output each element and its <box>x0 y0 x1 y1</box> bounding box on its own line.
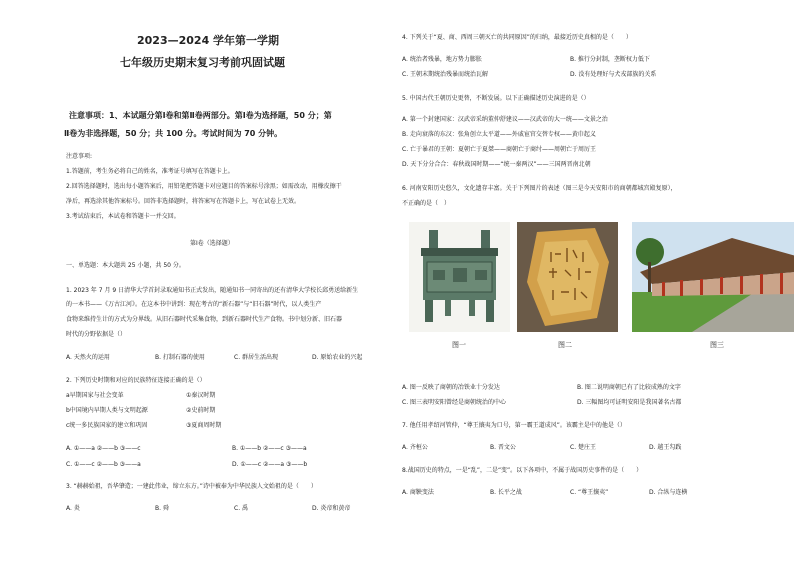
q3-option: D. 炎帝和黄帝 <box>312 505 351 512</box>
q1-line: 时代的分野依据是（） <box>66 331 127 338</box>
q1-option: A. 天然火的运用 <box>66 354 110 361</box>
q5-option: B. 走向衰落的东汉：张角创立太平道——外戚宦官交替专权——黄巾起义 <box>402 131 596 138</box>
q2-pair-right: ②史前时期 <box>186 407 216 414</box>
q6-line: 6. 河南安阳历史悠久，文化遗存丰富。关于下列图片的表述（图三是今天安阳市的商朝都城宫殿复原）， <box>402 185 677 192</box>
instructions-heading: 注意事项: <box>66 153 93 160</box>
instruction-item: 净后，再选涂其他答案标号。回答非选择题时，将答案写在答题卡上，写在试卷上无效。 <box>66 198 301 205</box>
section-title: 第Ⅰ卷（选择题） <box>190 240 234 247</box>
q3-option: C. 禹 <box>234 505 249 512</box>
q4-stem: 4. 下列关于“夏、商、西周三朝灭亡的共同原因”的归纳，最接近历史真相的是（ ） <box>402 34 632 41</box>
q1-option: C. 群居生活出现 <box>234 354 279 361</box>
q2-pair-right: ③夏商周时期 <box>186 422 222 429</box>
q6-option: C. 图三表明安阳曾经是商朝统治的中心 <box>402 399 507 406</box>
q8-option: C. “尊王攘夷” <box>570 489 609 496</box>
right-column <box>402 0 747 562</box>
q4-option: C. 王朝末期统治残暴而统治瓦解 <box>402 71 489 78</box>
q6-option: A. 图一反映了商朝的冶铁业十分发达 <box>402 384 500 391</box>
q2-option: D. ①——c ②——a ③——b <box>232 461 308 468</box>
q5-stem: 5. 中国古代王朝历史更替，不断发展。以下正确描述历史演进的是（） <box>402 95 590 102</box>
q2-pair-left: a早期国家与社会变革 <box>66 392 124 399</box>
q2-pair-left: b中国境内早期人类与文明起源 <box>66 407 148 414</box>
q3-stem: 3. “赫赫始祖，吾华肇造；一建此伟业，缔立东方。”诗中被奉为中华民族人文始祖的是（ ） <box>66 483 317 490</box>
q1-option: D. 原始农业的兴起 <box>312 354 363 361</box>
q1-option: B. 打制石器的使用 <box>155 354 205 361</box>
q2-pair-left: c统一多民族国家的建立和巩固 <box>66 422 148 429</box>
q7-stem: 7. 他任用孝绍河管仲，“尊王攘夷为口号，第一霸王道成风”。该霸主是中的他是（） <box>402 422 626 429</box>
left-column <box>62 0 388 562</box>
figure-palace-reconstruction <box>632 222 794 332</box>
q4-option: B. 推行分封制，垄断权力低下 <box>570 56 650 63</box>
q8-option: B. 长平之战 <box>490 489 522 496</box>
section-part: 一、单选题：本大题共 25 小题，共 50 分。 <box>66 262 185 269</box>
figure-caption-3: 图三 <box>710 341 724 349</box>
q3-option: B. 舜 <box>155 505 169 512</box>
exam-title-line1: 2023—2024 学年第一学期 <box>137 34 280 47</box>
notice-line1: 注意事项：1、本试题分第Ⅰ卷和第Ⅱ卷两部分。第Ⅰ卷为选择题，50 分；第 <box>69 111 332 120</box>
q8-option: A. 商鞅变法 <box>402 489 434 496</box>
instruction-item: 3.考试结束后，本试卷和答题卡一并交回。 <box>66 213 180 220</box>
q2-option: B. ①——b ②——c ③——a <box>232 445 307 452</box>
q8-stem: 8.战国历史的特点，一是“乱”，二是“变”。以下各项中，不属于战国历史事件的是（ ） <box>402 467 643 474</box>
figure-caption-2: 图二 <box>558 341 572 349</box>
figure-oracle-bone <box>517 222 618 332</box>
instruction-item: 1.答题前，考生务必将自己的姓名，准考证号填写在答题卡上。 <box>66 168 234 175</box>
q4-option: D. 没有处理好与犬戎部族的关系 <box>570 71 657 78</box>
q7-option: D. 越王勾践 <box>649 444 682 451</box>
q6-line: 不正确的是（ ） <box>402 200 451 207</box>
q3-option: A. 炎 <box>66 505 80 512</box>
q8-option: D. 合纵与连横 <box>649 489 688 496</box>
q7-option: A. 齐桓公 <box>402 444 428 451</box>
figure-caption-1: 图一 <box>452 341 466 349</box>
q1-line: 1. 2023 年 7 月 9 日清华大学首封录取通知书正式发出，随通知书一同寄出的还有清华大学校长邱勇送给新生 <box>66 287 359 294</box>
q7-option: C. 楚庄王 <box>570 444 597 451</box>
q5-option: C. 亡于暴君的王朝：夏朝亡于夏桀——商朝亡于商纣——周朝亡于周厉王 <box>402 146 597 153</box>
q2-pair-right: ①秦汉时期 <box>186 392 216 399</box>
q2-option: C. ①——c ②——b ③——a <box>66 461 141 468</box>
figure-bronze-ding <box>409 222 510 332</box>
instruction-item: 2.回答选择题时，选出每小题答案后，用铅笔把答题卡对应题目的答案标号涂黑；如需改动，用橡皮擦干 <box>66 183 342 190</box>
q7-option: B. 晋文公 <box>490 444 516 451</box>
q5-option: A. 第一个封建国家：汉武帝采纳董仲舒建议——汉武帝的大一统——文景之治 <box>402 116 608 123</box>
q6-option: D. 三幅图均可证明安阳是我国著名古都 <box>577 399 682 406</box>
notice-line2: Ⅱ卷为非选择题，50 分；共 100 分。考试时间为 70 分钟。 <box>64 129 283 138</box>
q2-option: A. ①——a ②——b ③——c <box>66 445 141 452</box>
exam-title-line2: 七年级历史期末复习考前巩固试题 <box>120 56 285 69</box>
q1-line: 食物来维持生计的方式为分界线。从旧石器时代采集食物，到新石器时代生产食物。书中划分新、旧石器 <box>66 316 343 323</box>
q4-option: A. 统治者残暴，地方势力膨胀 <box>402 56 482 63</box>
q1-line: 的一本书——《万古江河》。在这本书中讲到：现在考古的“新石器”与“旧石器”时代，以人类生产 <box>66 301 322 308</box>
q2-stem: 2. 下列历史时期和对应的民族特征连接正确的是（） <box>66 377 206 384</box>
q6-option: B. 图二说明商朝已有了比较成熟的文字 <box>577 384 681 391</box>
q5-option: D. 天下分分合合：春秋战国时期——“统一秦两汉”——三国两晋南北朝 <box>402 161 591 168</box>
